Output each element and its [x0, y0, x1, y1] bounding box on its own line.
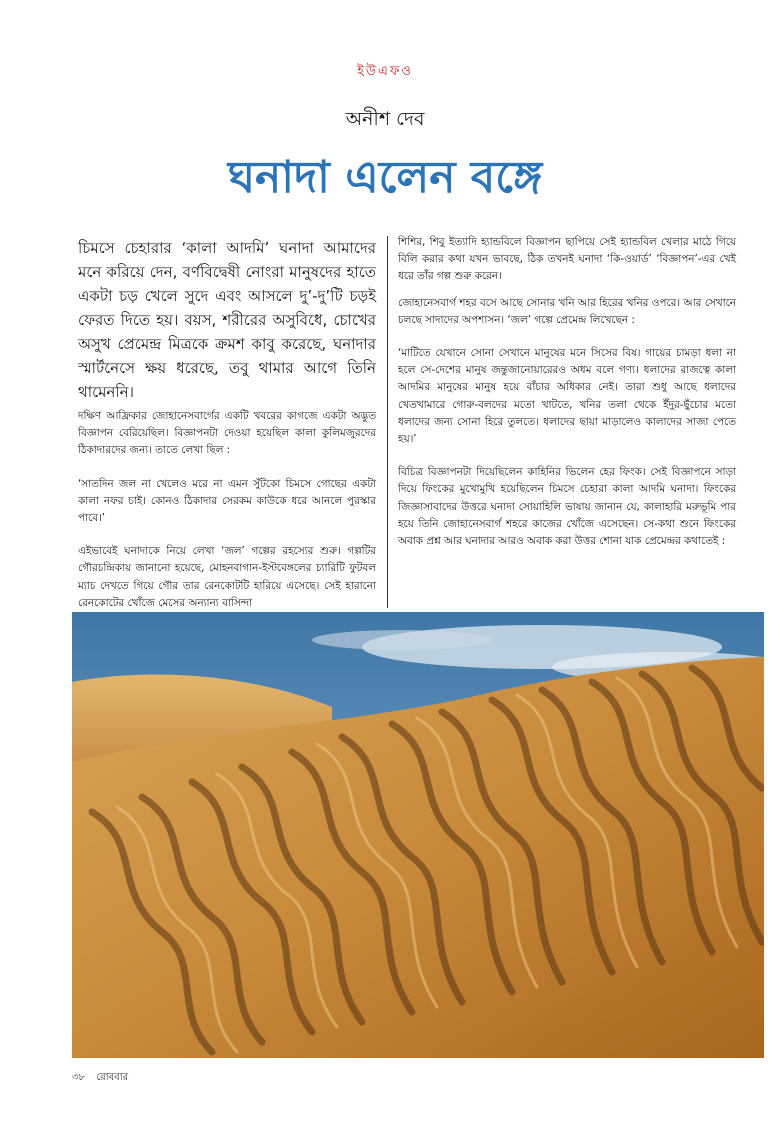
publication-name: রোববার: [96, 1072, 129, 1083]
page-number: ৩৮: [72, 1072, 85, 1083]
article-title: ঘনাদা এলেন বঙ্গে: [227, 152, 543, 203]
desert-dune-photo: [72, 612, 764, 1058]
page-footer: [72, 1070, 136, 1087]
body-paragraph: দক্ষিণ আফ্রিকার জোহানেসবার্গের একটি খবরের কাগজে একটা অদ্ভুত বিজ্ঞাপন বেরিয়েছিল। বিজ্ঞাপনটা দেওয়া হয়েছিল কালা কুলিমজুরদের ঠিকাদারদের জন্য। তাতে লেখা ছিল :: [78, 410, 376, 457]
section-label: ইউএফও: [357, 64, 413, 79]
intro-paragraph: চিমসে চেহারার ‘কালা আদমি’ ঘনাদা আমাদের মনে করিয়ে দেন, বর্ণবিদ্বেষী নোংরা মানুষদের হাতে একটা চড় খেলে সুদে এবং আসলে দু’-দু’টি চড়ই ফেরত দিতে হয়। বয়স, শরীরের অসুবিধে, চোখের অসুখ প্রেমেন্দ্র মিত্রকে ক্রমশ কাবু করেছে, ঘনাদার স্মার্টনেসে ক্ষয় ধরেছে, তবু থামার আগে তিনি থামেননি।: [78, 239, 376, 401]
column-right: [398, 234, 736, 559]
body-paragraph: এইভাবেই ঘনাদাকে নিয়ে লেখা ‘জল’ গল্পের রহস্যের শুরু। গল্পটির গৌরচন্দ্রিকায় জানানো হয়েছে, মোহনবাগান-ইস্টবেঙ্গলের চ্যারিটি ফুটবল ম্যাচ দেখতে গিয়ে গৌর তার রেনকোটটি হারিয়ে এসেছে। সেই হারানো রেনকোটের খোঁজে মেসের অন্যান্য বাসিন্দা: [78, 545, 376, 609]
column-left: [78, 408, 376, 621]
body-paragraph: বিচিত্র বিজ্ঞাপনটা দিয়েছিলেন কাহিনির ভিলেন হের ফিংক। সেই বিজ্ঞাপনে সাড়া দিয়ে ফিংকের মুখোমুখি হয়েছিলেন চিমসে চেহারা কালা আদমি ঘনাদা। ফিংকের জিজ্ঞাসাবাদের উত্তরে ঘনাদা সোয়াহিলি ভাষায় জানান যে, কালাহারি মরুভূমি পার হয়ে তিনি জোহানেসবার্গ শহরে কাজের খোঁজে এসেছেন। সে-কথা শুনে ফিংকের অবাক প্রশ্ন আর ঘনাদার আরও অবাক করা উত্তর শোনা যাক প্রেমেন্দ্রর কথাতেই :: [398, 466, 736, 548]
quote-paragraph: ‘সাতদিন জল না খেলেও মরে না এমন সুঁটকো চিমসে গোছের একটা কালা নফর চাই। কোনও ঠিকাদার সেরকম কাউকে ধরে আনলে পুরস্কার পাবে।’: [78, 477, 376, 525]
quote-paragraph: ‘মাটিতে যেখানে সোনা সেখানে মানুষের মনে সিসের বিষ। গায়ের চামড়া ধলা না হলে সে-দেশের মানুষ জন্তুজানোয়ারেরও অধম বলে গণ্য। ধলাদের রাজত্বে কালা আদমির মানুষের মানুষ হয়ে বাঁচার অধিকার নেই। তারা শুধু আছে ধলাদের খেতখামারে গোরু-বলদের মতো খাটতে, খনির তলা থেকে ইঁদুর-ছুঁচোর মতো ধলাদের জন্য সোনা হিরে তুলতে। ধলাদের ছায়া মাড়ালেও কালাদের সাজা পেতে হয়।’: [398, 347, 736, 446]
body-paragraph: শিশির, শিবু ইত্যাদি হ্যান্ডবিলে বিজ্ঞাপন ছাপিয়ে সেই হ্যান্ডবিল খেলার মাঠে গিয়ে বিলি করার কথা যখন ভাবছে, ঠিক তখনই ঘনাদা ‘কি-ওয়ার্ড’ ‘বিজ্ঞাপন’-এর খেই ধরে তাঁর গল্প শুরু করেন।: [398, 236, 736, 283]
author-name: অনীশ দেব: [345, 108, 425, 130]
body-paragraph: জোহানেসবার্গ শহর বসে আছে সোনার খনি আর হিরের খনির ওপরে। আর সেখানে চলছে সাদাদের অপশাসন। ‘জল’ গল্পে প্রেমেন্দ্র লিখেছেন :: [398, 296, 736, 326]
column-divider: [387, 236, 388, 608]
